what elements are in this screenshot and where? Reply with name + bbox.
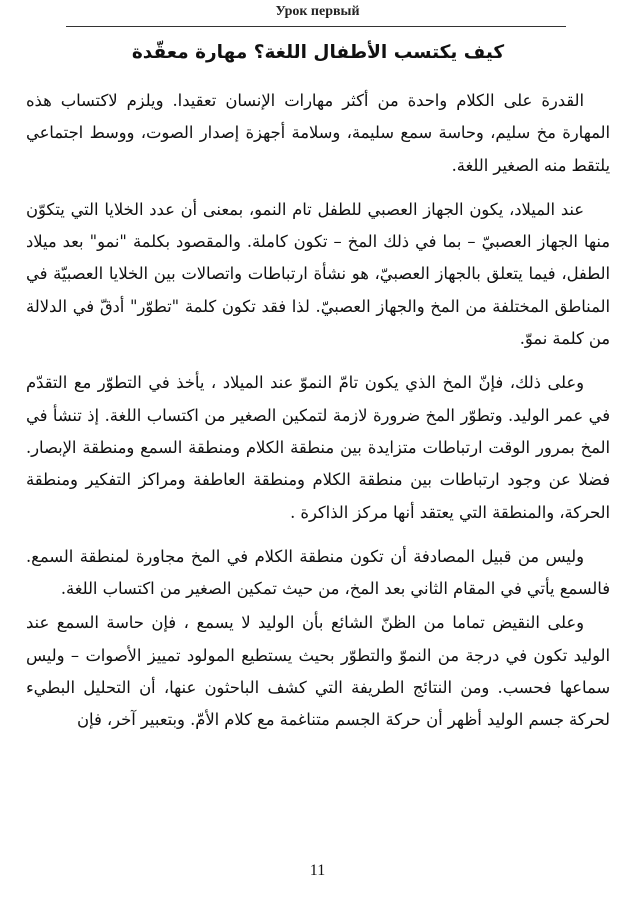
paragraph-5: وعلى النقيض تماما من الظنّ الشائع بأن الوليد لا يسمع ، فإن حاسة السمع عند الوليد تكون في درجة من النموّ والتطوّر بحيث يستطيع المولود تمييز الأصوات – وليس سماعها فحسب. ومن النتائج الطريفة التي كشف الباحثون عنها، أن التحليل البطيء لحركة جسم الوليد أظهر أن حركة الجسم متناغمة مع كلام الأمّ. وبتعبير آخر، فإن	[26, 613, 610, 730]
paragraph-1: القدرة على الكلام واحدة من أكثر مهارات الإنسان تعقيدا. ويلزم لاكتساب هذه المهارة مخ سليم، وحاسة سمع سليمة، وسلامة أجهزة إصدار الصوت، ووسط اجتماعي يلتقط منه الصغير اللغة.	[26, 91, 610, 175]
header-divider	[66, 26, 566, 27]
page-number: 11	[309, 862, 326, 879]
paragraph-3: وعلى ذلك، فإنّ المخ الذي يكون تامّ النموّ عند الميلاد ، يأخذ في التطوّر مع التقدّم في عمر الوليد. وتطوّر المخ ضرورة لازمة لتمكين الصغير من اكتساب اللغة. إذ تنشأ في المخ بمرور الوقت ارتباطات متزايدة بين منطقة الكلام ومنطقة السمع ومنطقة الإبصار. فضلا عن وجود ارتباطات بين منطقة الكلام ومنطقة العاطفة ومراكز التفكير ومنطقة الحركة، والمنطقة التي يعتقد أنها مركز الذاكرة .	[26, 373, 610, 522]
paragraph-4: وليس من قبيل المصادفة أن تكون منطقة الكلام في المخ مجاورة لمنطقة السمع. فالسمع يأتي في المقام الثاني بعد المخ، من حيث تمكين الصغير من اكتساب اللغة.	[26, 546, 610, 599]
article-body	[26, 36, 610, 749]
paragraph-2: عند الميلاد، يكون الجهاز العصبي للطفل تام النمو، بمعنى أن عدد الخلايا التي يتكوّن منها الجهاز العصبيّ – بما في ذلك المخ – تكون كاملة. والمقصود بكلمة "نمو" بعد ميلاد الطفل، فيما يتعلق بالجهاز العصبيّ، هو نشأة ارتباطات واتصالات بين الخلايا العصبيّة في المناطق المختلفة من المخ والجهاز العصبيّ. لذا فقد تكون كلمة "تطوّر" أدقّ في الدلالة من كلمة نموّ.	[26, 199, 610, 349]
running-header: Урок первый	[275, 4, 360, 19]
article-title: كيف يكتسب الأطفال اللغة؟ مهارة معقّدة	[131, 42, 505, 63]
